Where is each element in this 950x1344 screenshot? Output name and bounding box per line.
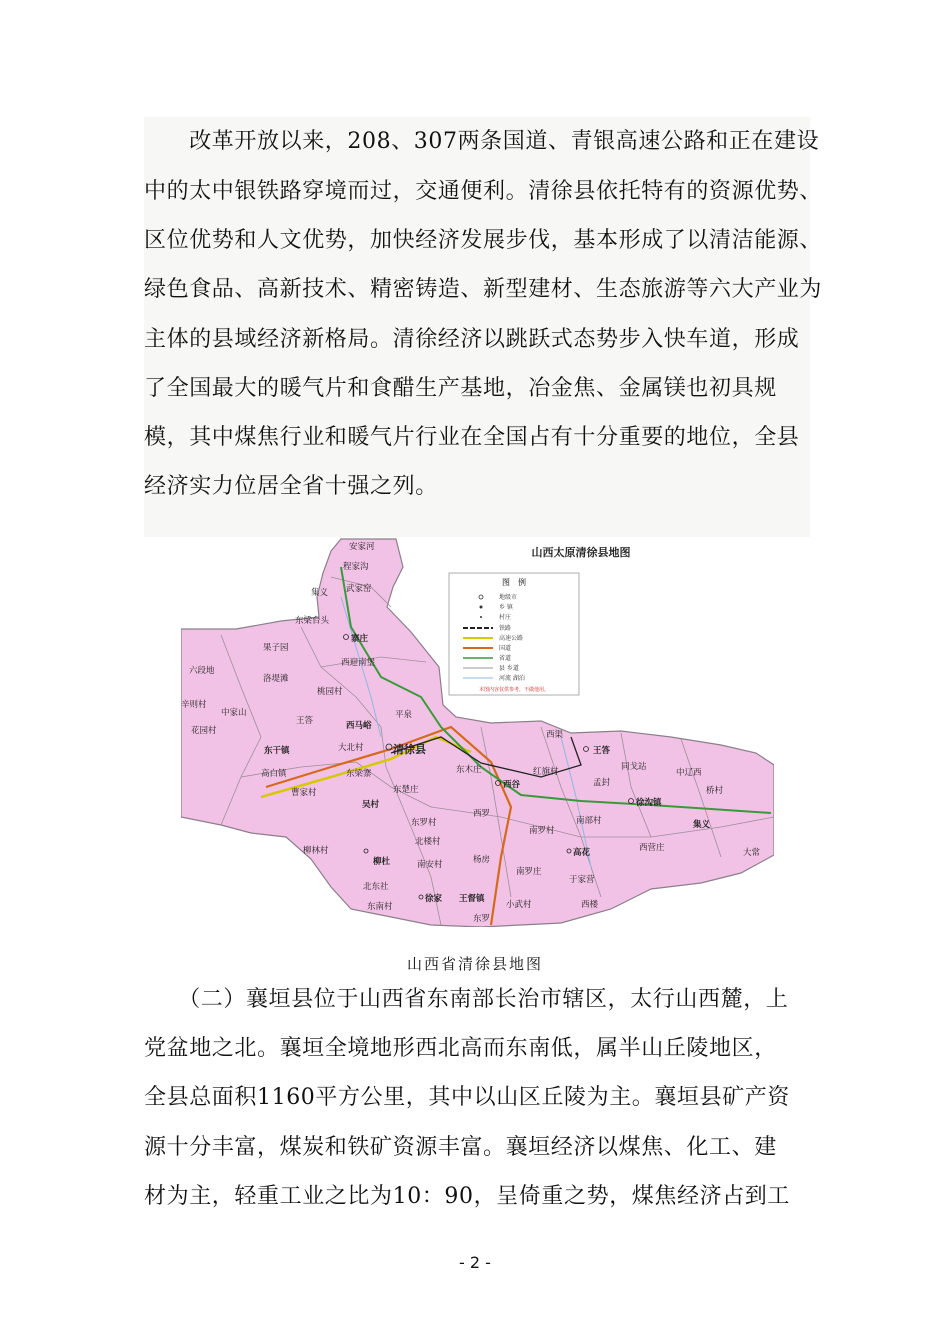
legend-item: 省道	[499, 655, 512, 662]
county-map	[181, 537, 774, 927]
place-label: 果子园	[263, 643, 289, 653]
place-label: 大常	[743, 848, 761, 858]
place-label: 王答	[593, 746, 611, 756]
text-line: 了全国最大的暖气片和食醋生产基地，冶金焦、金属镁也初具规	[144, 376, 777, 401]
place-label: 西楼	[581, 900, 599, 910]
place-label: 南罗村	[529, 826, 555, 836]
place-label: 东梁寨	[346, 769, 372, 779]
text-line: 主体的县域经济新格局。清徐经济以跳跃式态势步入快车道，形成	[144, 327, 800, 352]
place-label: 寨庄	[351, 634, 369, 644]
text-line: 全县总面积1160平方公里，其中以山区丘陵为主。襄垣县矿产资	[144, 1085, 790, 1110]
map-caption: 山西省清徐县地图	[406, 955, 543, 973]
place-label: 洛堤滩	[263, 674, 289, 684]
place-label: 南部村	[576, 816, 602, 826]
place-label: 高白镇	[261, 769, 287, 779]
legend-item: 地级市	[499, 594, 518, 601]
place-label: 同戈站	[621, 762, 647, 772]
place-label: 辛则村	[181, 700, 207, 710]
county-map-image	[181, 537, 774, 927]
place-label: 北东社	[363, 882, 389, 892]
place-label: 孟封	[593, 778, 611, 788]
text-line: 材为主，轻重工业之比为10：90，呈倚重之势，煤焦经济占到工	[144, 1184, 790, 1209]
paragraph-1	[144, 117, 823, 537]
place-label: 西渠	[546, 730, 564, 740]
legend-item: 国道	[499, 645, 512, 652]
place-label: 南安村	[417, 860, 443, 870]
paragraph-2	[144, 987, 810, 1237]
place-label: 集义	[311, 588, 329, 598]
place-label: 王答	[296, 716, 314, 726]
place-label: 中家山	[221, 708, 247, 718]
place-label: 小武村	[506, 900, 532, 910]
map-title: 山西太原清徐县地图	[531, 546, 631, 559]
text-line: （二）襄垣县位于山西省东南部长治市辖区，太行山西麓，上	[144, 987, 789, 1012]
place-label: 中辽西	[676, 768, 702, 778]
place-label: 平泉	[395, 710, 413, 720]
place-label: 西谷	[503, 780, 521, 790]
place-label: 武家窑	[346, 584, 372, 594]
text-line: 源十分丰富，煤炭和铁矿资源丰富。襄垣经济以煤焦、化工、建	[144, 1135, 777, 1160]
page-number: - 2 -	[459, 1253, 491, 1272]
place-label: 于家营	[569, 875, 595, 885]
place-label: 大北村	[338, 743, 364, 753]
place-label: 徐沟镇	[636, 798, 662, 808]
place-label: 西马峪	[346, 721, 372, 731]
place-label: 西迎南堡	[341, 658, 376, 668]
text-line: 中的太中银铁路穿境而过，交通便利。清徐县依托特有的资源优势、	[144, 179, 823, 204]
legend-item: 河流 湖泊	[499, 675, 525, 682]
place-label: 北楼村	[415, 837, 441, 847]
legend-item: 村庄	[499, 614, 512, 621]
text-line: 绿色食品、高新技术、精密铸造、新型建材、生态旅游等六大产业为	[144, 277, 823, 302]
place-label: 东罗村	[411, 818, 437, 828]
place-label: 桥村	[706, 786, 724, 796]
place-label: 吴村	[362, 800, 380, 810]
place-label: 杨房	[473, 855, 491, 865]
text-line: 改革开放以来，208、307两条国道、青银高速公路和正在建设	[144, 129, 820, 154]
text-line: 模，其中煤焦行业和暖气片行业在全国占有十分重要的地位，全县	[144, 425, 800, 450]
legend-item: 高速公路	[499, 635, 524, 642]
place-label: 红旗村	[533, 767, 559, 777]
place-label: 桃园村	[317, 687, 343, 697]
place-label: 东楚庄	[393, 785, 419, 795]
place-label: 西营庄	[639, 843, 665, 853]
place-label: 清徐县	[393, 743, 426, 756]
place-label: 徐家	[425, 894, 443, 904]
text-line: 党盆地之北。襄垣全境地形西北高而东南低，属半山丘陵地区，	[144, 1036, 777, 1061]
place-label: 东罗	[473, 914, 491, 924]
map-legend	[449, 573, 579, 695]
place-label: 曹家村	[291, 788, 317, 798]
place-label: 西罗	[473, 809, 491, 819]
place-label: 六段地	[189, 666, 215, 676]
place-label: 柳林村	[303, 846, 329, 856]
legend-item: 乡 镇	[499, 604, 513, 611]
legend-title: 图 例	[502, 578, 526, 587]
text-line: 经济实力位居全省十强之列。	[144, 474, 438, 499]
legend-item: 县 乡道	[499, 665, 519, 672]
place-label: 高花	[573, 848, 591, 858]
place-label: 王督镇	[459, 894, 485, 904]
text-line: 区位优势和人文优势，加快经济发展步伐，基本形成了以清洁能源、	[144, 228, 823, 253]
place-label: 安家河	[349, 542, 375, 552]
map-note: 本图内容仅供参考，不做他用。	[478, 687, 550, 693]
place-label: 东梁台头	[295, 616, 330, 626]
place-label: 东干镇	[264, 746, 290, 756]
place-label: 南罗庄	[516, 867, 542, 877]
place-label: 集义	[693, 820, 711, 830]
legend-item: 铁路	[499, 625, 512, 632]
place-label: 东木庄	[456, 765, 482, 775]
place-label: 柳杜	[373, 857, 391, 867]
place-label: 东南村	[367, 902, 393, 912]
place-label: 程家沟	[343, 562, 369, 572]
place-label: 花园村	[191, 726, 217, 736]
